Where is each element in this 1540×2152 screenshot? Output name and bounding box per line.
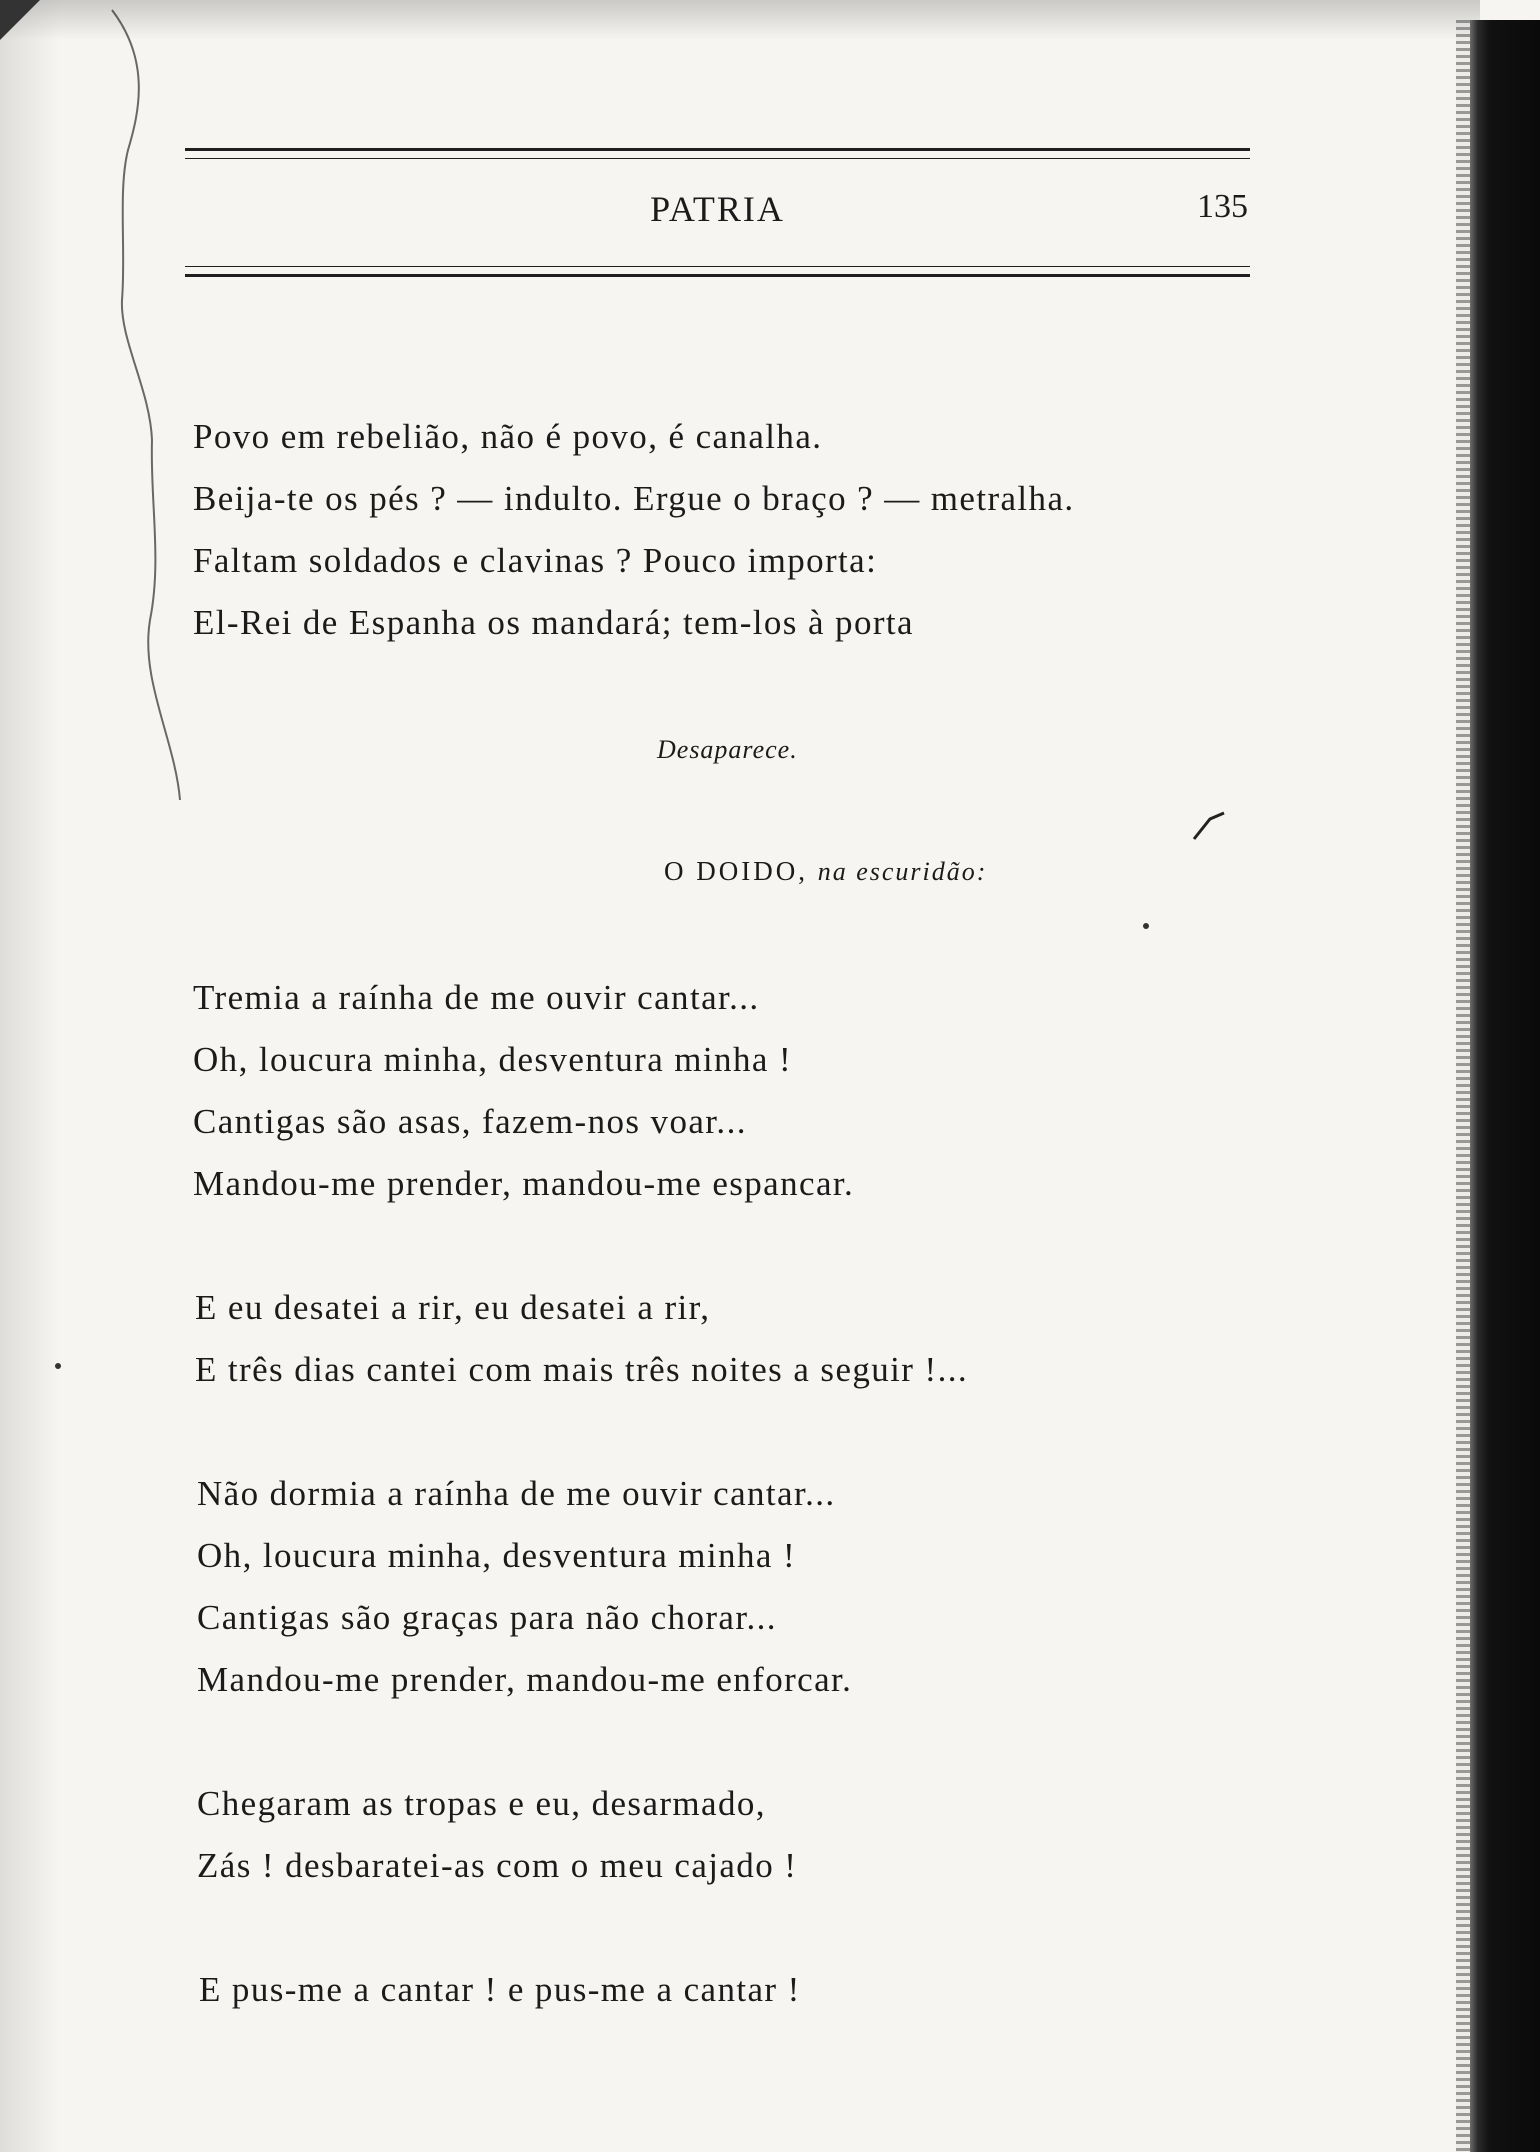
header-rule-bottom-thin — [185, 266, 1250, 267]
scan-shadow-top — [0, 0, 1480, 40]
verse-line: E pus-me a cantar ! e pus-me a cantar ! — [199, 1970, 801, 2009]
header-rule-top-thin — [185, 158, 1250, 159]
running-title: PATRIA — [650, 189, 785, 229]
verse-line: Povo em rebelião, não é povo, é canalha. — [193, 417, 823, 456]
margin-pencil-curve — [0, 0, 200, 900]
verse-line: Mandou-me prender, mandou-me enforcar. — [197, 1660, 853, 1699]
verse-line: Cantigas são graças para não chorar... — [197, 1598, 777, 1637]
verse-line: Oh, loucura minha, desventura minha ! — [197, 1536, 796, 1575]
speaker-name: O DOIDO, — [664, 856, 808, 886]
verse-line: Mandou-me prender, mandou-me espancar. — [193, 1164, 855, 1203]
header-rule-top-thick — [185, 148, 1250, 151]
stray-pencil-tick — [1190, 805, 1230, 845]
verse-line: Faltam soldados e clavinas ? Pouco importa: — [193, 541, 878, 580]
speaker-heading — [664, 856, 987, 887]
verse-line: Tremia a raínha de me ouvir cantar... — [193, 978, 760, 1017]
verse-line: E três dias cantei com mais três noites a seguir !... — [195, 1350, 969, 1389]
verse-line: Chegaram as tropas e eu, desarmado, — [197, 1784, 766, 1823]
verse-line: Oh, loucura minha, desventura minha ! — [193, 1040, 792, 1079]
verse-line: Cantigas são asas, fazem-nos voar... — [193, 1102, 747, 1141]
verse-line: Beija-te os pés ? — indulto. Ergue o braço ? — metralha. — [193, 479, 1075, 518]
speaker-direction: na escuridão: — [817, 857, 988, 886]
running-head — [185, 188, 1250, 238]
book-binding-edge — [1470, 20, 1540, 2152]
verse-line: Zás ! desbaratei-as com o meu cajado ! — [197, 1846, 798, 1885]
stage-direction: Desaparece. — [657, 735, 798, 764]
stray-dot — [1140, 920, 1152, 932]
stray-dot — [52, 1360, 64, 1372]
verse-line: Não dormia a raínha de me ouvir cantar... — [197, 1474, 836, 1513]
verse-line: E eu desatei a rir, eu desatei a rir, — [195, 1288, 711, 1327]
verse-line: El-Rei de Espanha os mandará; tem-los à porta — [193, 603, 914, 642]
page-number: 135 — [1197, 188, 1248, 225]
header-rule-bottom-thick — [185, 274, 1250, 277]
